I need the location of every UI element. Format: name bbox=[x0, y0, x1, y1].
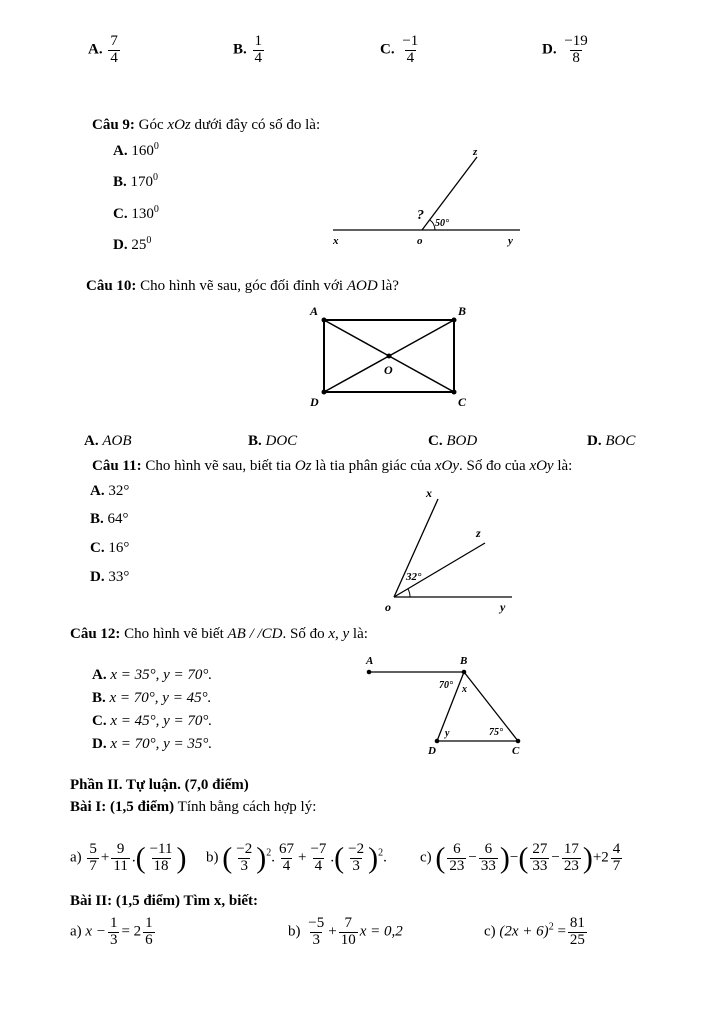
label-y: y bbox=[508, 235, 513, 247]
q8-option-d bbox=[542, 34, 592, 67]
paren: ) bbox=[256, 841, 267, 875]
option-label: B. bbox=[90, 511, 104, 527]
option-value: AOB bbox=[102, 433, 132, 449]
ray-oz bbox=[422, 157, 477, 230]
label-question: ? bbox=[417, 208, 424, 223]
part2-title: Phần II. Tự luận. (7,0 điểm) bbox=[70, 777, 249, 793]
numerator: −5 bbox=[308, 915, 325, 931]
denominator: 4 bbox=[282, 857, 291, 874]
option-label: A. bbox=[113, 143, 128, 159]
q9-angle-figure bbox=[325, 140, 530, 252]
option-value: x = 35°, y = 70°. bbox=[110, 667, 213, 683]
point-a bbox=[367, 670, 372, 675]
q12-option-c bbox=[92, 713, 212, 730]
numerator: 1 bbox=[254, 33, 263, 49]
denominator: 3 bbox=[312, 931, 320, 948]
option-value: x = 70°, y = 35°. bbox=[110, 736, 213, 752]
option-label: C. bbox=[113, 206, 128, 222]
label-d: D bbox=[310, 395, 319, 409]
angle-name: xOz bbox=[167, 117, 191, 133]
expression: (2x + 6) bbox=[499, 923, 549, 940]
question-text: dưới đây có số đo là: bbox=[194, 117, 321, 133]
numerator: 6 bbox=[484, 841, 493, 857]
degree-mark: 0 bbox=[146, 235, 152, 246]
operator: . bbox=[131, 849, 136, 866]
label-75: 75° bbox=[489, 727, 503, 738]
point-o bbox=[387, 354, 392, 359]
bai2-a bbox=[70, 916, 157, 949]
denominator: 18 bbox=[153, 857, 169, 874]
part-label: b) bbox=[288, 923, 301, 940]
q11-option-c bbox=[90, 540, 129, 557]
denominator: 25 bbox=[569, 931, 585, 948]
label-x: x bbox=[333, 235, 339, 247]
numerator: −1 bbox=[402, 33, 419, 49]
end-mark: . bbox=[383, 849, 387, 866]
exercise-label: Bài I: (1,5 điểm) bbox=[70, 799, 175, 815]
question-text: . Số đo của bbox=[459, 458, 526, 474]
label-c: C bbox=[458, 395, 467, 409]
question-text: là? bbox=[381, 278, 399, 294]
exercise-text: Tính bằng cách hợp lý: bbox=[177, 799, 317, 815]
numerator: 4 bbox=[612, 841, 621, 857]
bai2-title: Bài II: (1,5 điểm) Tìm x, biết: bbox=[70, 893, 259, 909]
q10-option-b bbox=[248, 433, 297, 450]
numerator: −19 bbox=[564, 33, 588, 49]
numerator: −2 bbox=[236, 841, 253, 857]
option-label: C. bbox=[92, 713, 107, 729]
option-value: 32° bbox=[108, 483, 130, 499]
q10-option-a bbox=[84, 433, 132, 450]
option-label: A. bbox=[92, 667, 107, 683]
q9-option-c bbox=[113, 204, 159, 223]
question-text: Cho hình vẽ biết bbox=[124, 626, 224, 642]
option-label: C. bbox=[90, 540, 105, 556]
option-value: DOC bbox=[265, 433, 298, 449]
numerator: 67 bbox=[278, 841, 294, 857]
numerator: 6 bbox=[453, 841, 461, 857]
paren: ) bbox=[499, 841, 510, 875]
label-o: O bbox=[384, 363, 393, 377]
question-text: Cho hình vẽ sau, biết tia bbox=[145, 458, 292, 474]
question-text: . Số đo bbox=[282, 626, 325, 642]
denominator: 4 bbox=[110, 49, 118, 66]
part-label: a) bbox=[70, 923, 82, 940]
paren: ( bbox=[435, 841, 446, 875]
point-c bbox=[452, 390, 457, 395]
bai2-b bbox=[288, 916, 403, 949]
q9-option-a bbox=[113, 141, 159, 160]
option-value: BOD bbox=[446, 433, 478, 449]
numerator: −2 bbox=[348, 841, 365, 857]
q12-option-d bbox=[92, 736, 212, 753]
q12-option-b bbox=[92, 690, 211, 707]
question-text: Góc bbox=[138, 117, 164, 133]
option-label: D. bbox=[90, 569, 105, 585]
paren: ( bbox=[135, 841, 146, 875]
paren: ( bbox=[222, 841, 233, 875]
denominator: 3 bbox=[240, 857, 248, 874]
label-y: y bbox=[445, 728, 450, 739]
variables: x, y bbox=[328, 626, 350, 642]
option-value: 16° bbox=[108, 540, 130, 556]
label-x: x bbox=[426, 486, 432, 500]
option-value: 160 bbox=[131, 143, 154, 159]
q9-option-d bbox=[113, 235, 151, 254]
paren: ) bbox=[582, 841, 593, 875]
option-label: D. bbox=[92, 736, 107, 752]
label-70: 70° bbox=[439, 680, 453, 691]
q11-option-b bbox=[90, 511, 129, 528]
question-label: Câu 12: bbox=[70, 626, 121, 642]
question-text: Cho hình vẽ sau, góc đối đỉnh với bbox=[140, 278, 344, 294]
question-text: là tia phân giác của bbox=[315, 458, 432, 474]
denominator: 23 bbox=[449, 857, 465, 874]
exponent: 2 bbox=[378, 847, 384, 859]
label-b: B bbox=[458, 304, 467, 318]
q12-option-a bbox=[92, 667, 212, 684]
numerator: 7 bbox=[110, 33, 118, 49]
point-b bbox=[452, 318, 457, 323]
degree-mark: 0 bbox=[153, 172, 159, 183]
expression: x = 0,2 bbox=[359, 923, 403, 940]
ray-name: Oz bbox=[294, 458, 312, 474]
q8-option-c bbox=[380, 34, 422, 67]
part-label: c) bbox=[420, 849, 432, 866]
option-label: B. bbox=[233, 41, 247, 58]
option-value: BOC bbox=[605, 433, 636, 449]
label-z: z bbox=[476, 526, 481, 540]
question-label: Câu 10: bbox=[86, 278, 137, 294]
denominator: 6 bbox=[145, 931, 153, 948]
q12-title bbox=[70, 626, 368, 643]
operator: = bbox=[557, 923, 566, 940]
label-z: z bbox=[473, 146, 478, 158]
paren: ( bbox=[518, 841, 529, 875]
label-d: D bbox=[428, 745, 436, 757]
numerator: 5 bbox=[89, 841, 97, 857]
bai2-c bbox=[484, 916, 589, 949]
denominator: 4 bbox=[314, 857, 323, 874]
ray-oz bbox=[394, 543, 485, 597]
q11-option-a bbox=[90, 483, 129, 500]
part-label: b) bbox=[206, 849, 219, 866]
degree-mark: 0 bbox=[153, 141, 159, 152]
operator: + bbox=[297, 849, 307, 866]
option-label: C. bbox=[428, 433, 443, 449]
q11-option-d bbox=[90, 569, 129, 586]
q10-rectangle-figure bbox=[300, 300, 480, 415]
denominator: 11 bbox=[113, 857, 128, 874]
numerator: 7 bbox=[344, 915, 352, 931]
numerator: −7 bbox=[310, 841, 327, 857]
numerator: 81 bbox=[569, 915, 585, 931]
q10-option-d bbox=[587, 433, 635, 450]
question-label: Câu 9: bbox=[92, 117, 135, 133]
q9-title bbox=[92, 117, 320, 134]
angle-name: xOy bbox=[434, 458, 460, 474]
option-label: B. bbox=[113, 174, 127, 190]
q10-title bbox=[86, 278, 399, 295]
option-label: A. bbox=[90, 483, 105, 499]
numerator: 1 bbox=[109, 915, 118, 931]
denominator: 10 bbox=[340, 931, 356, 948]
numerator: 27 bbox=[532, 841, 548, 857]
point-a bbox=[322, 318, 327, 323]
denominator: 3 bbox=[109, 931, 118, 948]
q11-angle-figure bbox=[380, 485, 520, 620]
denominator: 8 bbox=[572, 49, 580, 66]
point-c bbox=[516, 739, 521, 744]
angle-name: AOD bbox=[346, 278, 378, 294]
bai1-title bbox=[70, 799, 316, 816]
point-b bbox=[462, 670, 467, 675]
q11-title bbox=[92, 458, 572, 475]
operator: + bbox=[100, 849, 110, 866]
option-label: B. bbox=[248, 433, 262, 449]
label-a: A bbox=[366, 655, 374, 667]
part-label: c) bbox=[484, 923, 496, 940]
label-c: C bbox=[512, 745, 520, 757]
option-value: 170 bbox=[130, 174, 154, 190]
denominator: 7 bbox=[89, 857, 97, 874]
label-o: o bbox=[417, 235, 423, 247]
denominator: 23 bbox=[563, 857, 579, 874]
paren: ( bbox=[334, 841, 345, 875]
numerator: 9 bbox=[116, 841, 125, 857]
bai1-a bbox=[70, 842, 186, 875]
whole-number: 2 bbox=[601, 849, 609, 866]
option-label: B. bbox=[92, 690, 106, 706]
angle-arc bbox=[408, 589, 410, 597]
denominator: 3 bbox=[352, 857, 360, 874]
bai1-b: b) ( $\frac{-2}{3}$ )$^2$. $\frac{67}{4}$ + $\frac{-7}{4}$ .( $\frac{-2}{3}$ )$^2$. bbox=[206, 841, 387, 875]
expression: x − bbox=[85, 923, 106, 940]
label-b: B bbox=[460, 655, 468, 667]
exponent: 2 bbox=[548, 921, 554, 933]
label-y: y bbox=[500, 600, 506, 614]
option-value: 64° bbox=[107, 511, 129, 527]
q12-parallel-figure bbox=[360, 652, 535, 760]
denominator: 33 bbox=[480, 857, 496, 874]
angle-name: xOy bbox=[529, 458, 554, 474]
q9-option-b bbox=[113, 172, 158, 191]
question-label: Câu 11: bbox=[92, 458, 142, 474]
option-value: 25 bbox=[131, 237, 147, 253]
q8-option-a bbox=[88, 34, 122, 67]
paren: ) bbox=[176, 841, 187, 875]
label-a: A bbox=[310, 304, 319, 318]
q8-option-b bbox=[233, 34, 266, 67]
numerator: 1 bbox=[145, 915, 153, 931]
option-value: x = 45°, y = 70°. bbox=[110, 713, 213, 729]
bai1-c: c) ( $\frac{6}{23}$ − $\frac{6}{33}$ )−( $\frac{27}{33}$ − $\frac{17}{23}$ )+2 $\frac{4}{7}$ bbox=[420, 841, 621, 875]
denominator: 7 bbox=[612, 857, 621, 874]
option-label: A. bbox=[88, 41, 103, 58]
operator: − bbox=[468, 849, 477, 866]
option-value: 130 bbox=[131, 206, 154, 222]
point-d bbox=[435, 739, 440, 744]
option-value: x = 70°, y = 45°. bbox=[109, 690, 212, 706]
label-angle: 50° bbox=[435, 218, 449, 229]
option-label: D. bbox=[587, 433, 602, 449]
option-label: C. bbox=[380, 41, 395, 58]
label-angle: 32° bbox=[406, 571, 422, 583]
label-x: x bbox=[462, 684, 467, 695]
question-text: là: bbox=[352, 626, 368, 642]
numerator: −11 bbox=[149, 841, 173, 857]
point-d bbox=[322, 390, 327, 395]
option-value: 33° bbox=[108, 569, 130, 585]
q10-option-c bbox=[428, 433, 477, 450]
option-label: D. bbox=[542, 41, 557, 58]
exponent: 2 bbox=[266, 847, 272, 859]
option-label: D. bbox=[113, 237, 128, 253]
operator: + bbox=[592, 849, 602, 866]
part-label: a) bbox=[70, 849, 82, 866]
numerator: 17 bbox=[563, 841, 579, 857]
degree-mark: 0 bbox=[153, 204, 159, 215]
label-o: o bbox=[385, 600, 391, 614]
paren: ) bbox=[368, 841, 379, 875]
parallel-condition: AB / /CD bbox=[227, 626, 283, 642]
expression: = 2 bbox=[121, 923, 142, 940]
denominator: 4 bbox=[406, 49, 415, 66]
question-text: là: bbox=[557, 458, 573, 474]
denominator: 33 bbox=[532, 857, 548, 874]
option-label: A. bbox=[84, 433, 99, 449]
denominator: 4 bbox=[254, 49, 263, 66]
operator: + bbox=[328, 923, 337, 940]
